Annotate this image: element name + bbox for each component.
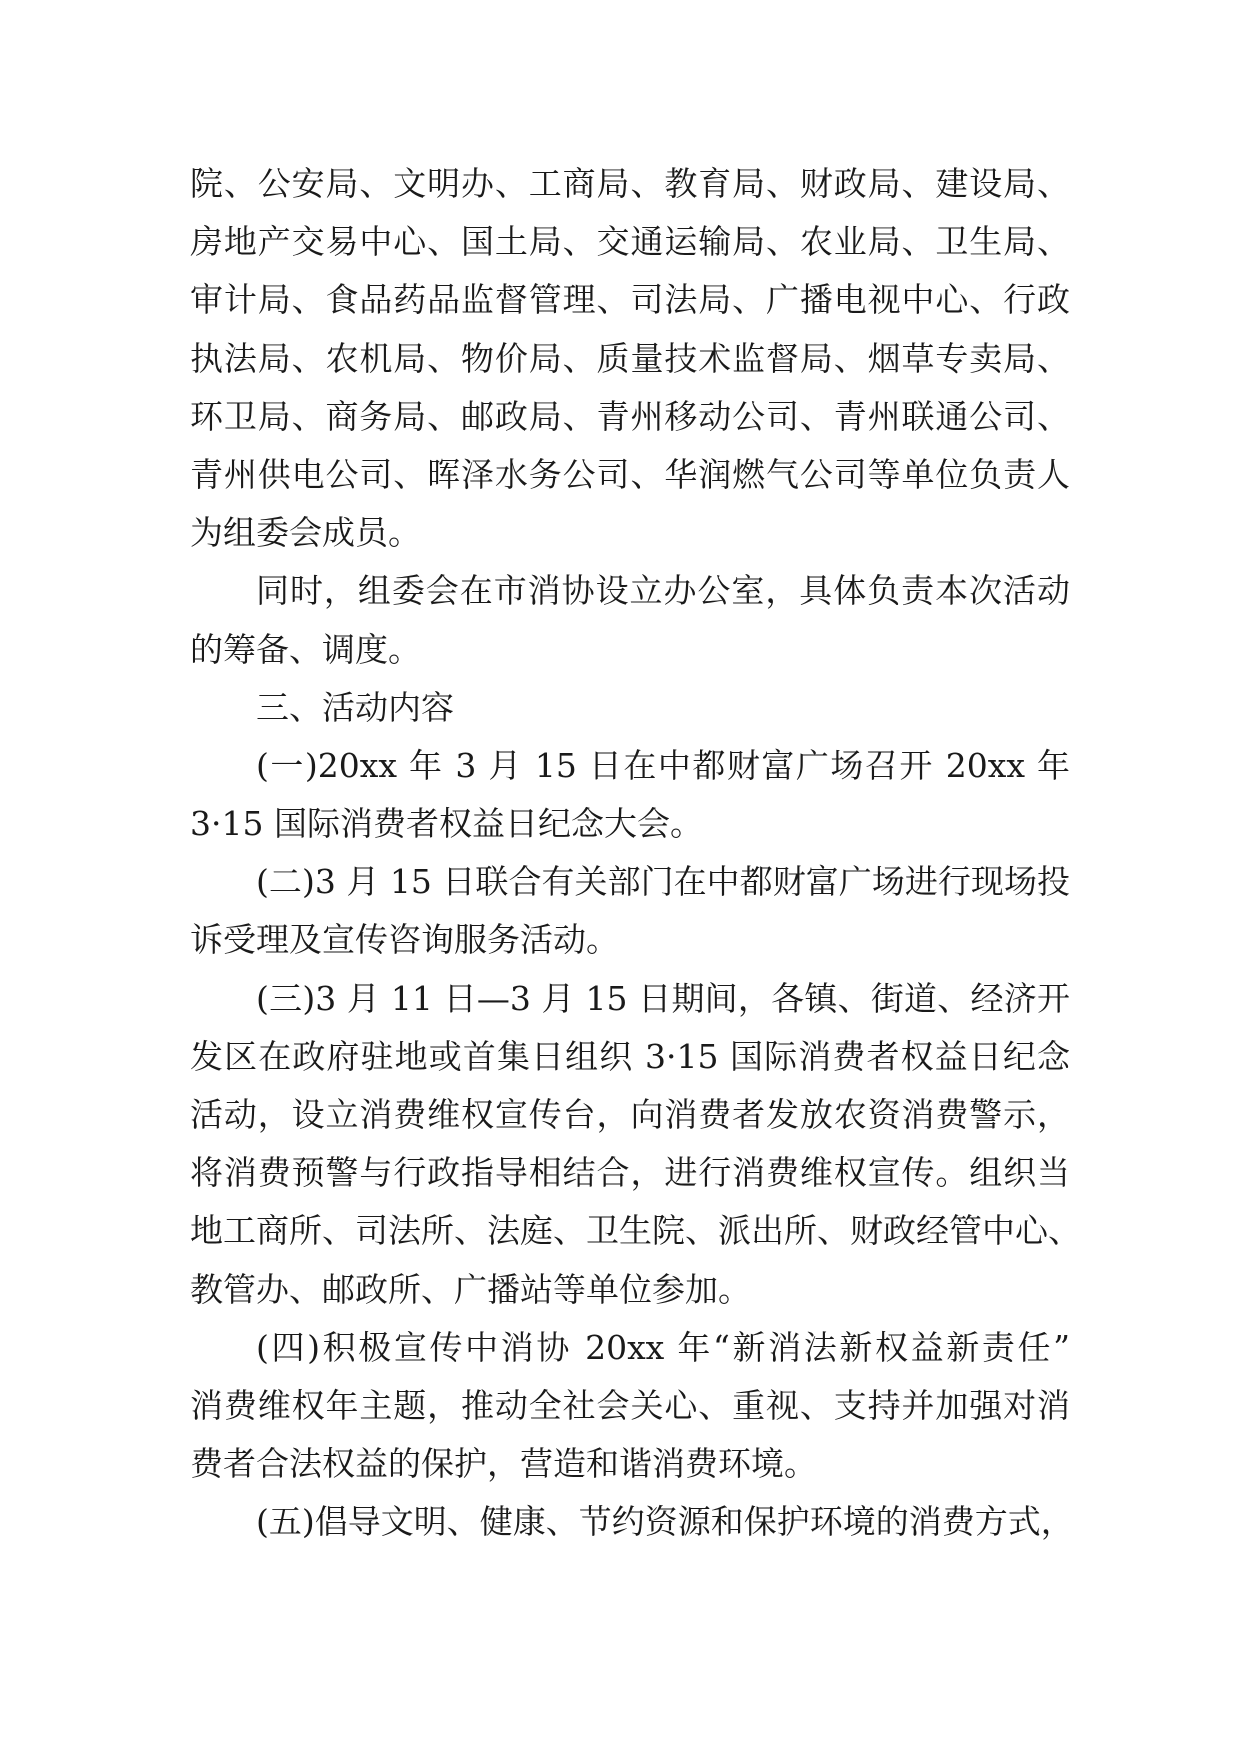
text-line: 发区在政府驻地或首集日组织 3·15 国际消费者权益日纪念 — [190, 1036, 1070, 1076]
text-line: 活动，设立消费维权宣传台，向消费者发放农资消费警示， — [190, 1095, 1070, 1134]
text-line: 执法局、农机局、物价局、质量技术监督局、烟草专卖局、 — [190, 338, 1070, 378]
text-line: 青州供电公司、晖泽水务公司、华润燃气公司等单位负责人 — [190, 454, 1070, 494]
text-line: 地工商所、司法所、法庭、卫生院、派出所、财政经管中心、 — [190, 1211, 1081, 1251]
document-body — [190, 155, 1081, 1552]
text-line: 诉受理及宣传咨询服务活动。 — [190, 920, 619, 960]
section-heading: 三、活动内容 — [256, 687, 454, 727]
paragraph-first-line: 同时，组委会在市消协设立办公室，具体负责本次活动 — [256, 571, 1070, 611]
paragraph-first-line: (二)3 月 15 日联合有关部门在中都财富广场进行现场投 — [256, 862, 1070, 902]
text-line: 审计局、食品药品监督管理、司法局、广播电视中心、行政 — [190, 280, 1070, 320]
paragraph-first-line: (四)积极宣传中消协 20xx 年“新消法新权益新责任” — [256, 1327, 1070, 1367]
text-line: 教管办、邮政所、广播站等单位参加。 — [190, 1269, 751, 1309]
text-line: 费者合法权益的保护，营造和谐消费环境。 — [190, 1444, 817, 1484]
text-line: 为组委会成员。 — [190, 513, 421, 553]
text-line: 环卫局、商务局、邮政局、青州移动公司、青州联通公司、 — [190, 396, 1070, 436]
text-line: 消费维权年主题，推动全社会关心、重视、支持并加强对消 — [190, 1385, 1070, 1425]
paragraph-first-line: (五)倡导文明、健康、节约资源和保护环境的消费方式， — [256, 1502, 1074, 1542]
text-line: 3·15 国际消费者权益日纪念大会。 — [190, 804, 703, 844]
text-line: 房地产交易中心、国土局、交通运输局、农业局、卫生局、 — [190, 222, 1070, 262]
text-line: 院、公安局、文明办、工商局、教育局、财政局、建设局、 — [190, 164, 1070, 203]
paragraph-first-line: (三)3 月 11 日—3 月 15 日期间，各镇、街道、经济开 — [256, 978, 1070, 1018]
text-line: 将消费预警与行政指导相结合，进行消费维权宣传。组织当 — [190, 1153, 1070, 1193]
text-line: 的筹备、调度。 — [190, 629, 421, 669]
paragraph-first-line: (一)20xx 年 3 月 15 日在中都财富广场召开 20xx 年 — [256, 745, 1070, 785]
